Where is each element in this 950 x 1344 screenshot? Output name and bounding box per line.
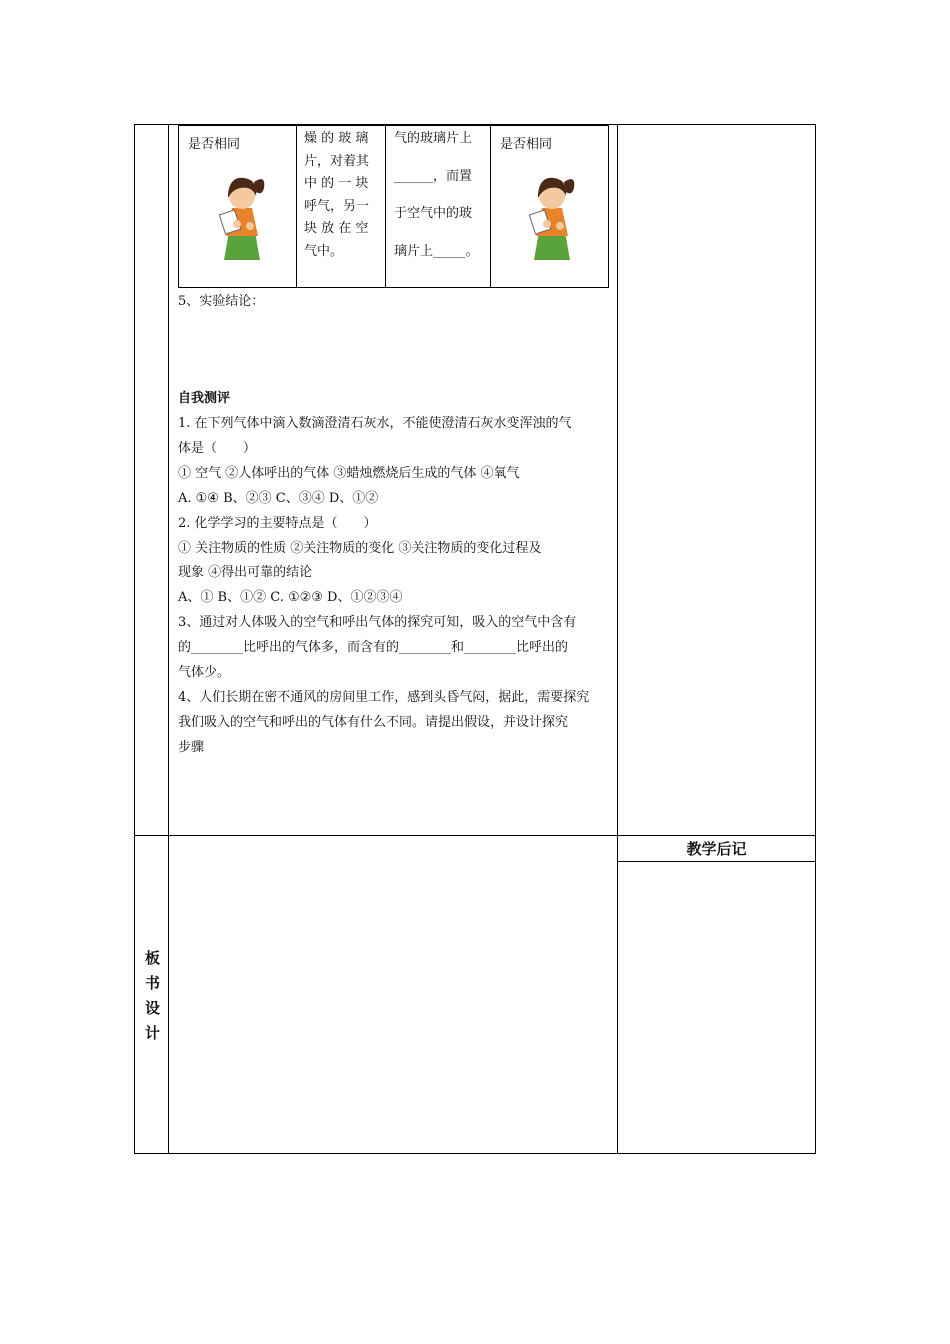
text-line: 呼气，另一: [304, 198, 370, 214]
text-line: A. ①④ B、②③ C、③④ D、①②: [178, 490, 379, 506]
text-line: 气中。: [304, 244, 344, 259]
table-right-border: [815, 124, 816, 1154]
row-divider: [134, 835, 816, 836]
text-line: 块 放 在 空: [304, 221, 369, 237]
board-design-label: [136, 946, 169, 1046]
text-line: 现象 ④得出可靠的结论: [178, 565, 313, 581]
text-line: 气的玻璃片上: [394, 131, 473, 146]
text-line: 体是（ ）: [178, 440, 257, 456]
text-line: 中 的 一 块: [304, 176, 369, 192]
girl-reading-icon: [210, 166, 274, 262]
inner-table-top: [178, 125, 609, 126]
table-left-border: [134, 124, 135, 1154]
text-line: 气体少。: [178, 665, 231, 680]
inner-col-3: [490, 125, 491, 288]
girl-reading-icon: [520, 166, 584, 262]
notes-header-divider: [617, 861, 816, 862]
compare-label-2: 是否相同: [500, 137, 553, 152]
text-line: 的________比呼出的气体多，而含有的________和________比呼出的: [178, 640, 569, 656]
text-line: 片，对着其: [304, 153, 370, 169]
text-line: 燥 的 玻 璃: [304, 131, 369, 146]
text-line: 4、人们长期在密不通风的房间里工作，感到头昏气闷，据此，需要探究: [178, 689, 590, 705]
notes-column-divider: [617, 124, 618, 1154]
text-line: 3、通过对人体吸入的空气和呼出气体的探究可知，吸入的空气中含有: [178, 615, 577, 631]
compare-label-1: 是否相同: [188, 137, 241, 152]
text-line: ______，而置: [394, 168, 473, 184]
text-line: ① 关注物质的性质 ②关注物质的变化 ③关注物质的变化过程及: [178, 540, 542, 556]
selftest-heading: 自我测评: [178, 391, 231, 406]
text-line: A、① B、①② C. ①②③ D、①②③④: [178, 590, 403, 606]
board-label-char: 板: [144, 949, 160, 967]
notes-header: 教学后记: [686, 840, 747, 858]
inner-col-1: [296, 125, 297, 288]
text-line: ① 空气 ②人体呼出的气体 ③蜡烛燃烧后生成的气体 ④氧气: [178, 465, 520, 481]
inner-col-0: [178, 125, 179, 288]
table-bottom-border: [134, 1153, 816, 1154]
conclusion-label: 5、实验结论：: [178, 294, 265, 309]
text-line: 璃片上_____。: [394, 243, 479, 259]
inner-col-2: [385, 125, 386, 288]
board-label-char: 书: [144, 974, 160, 992]
board-label-char: 计: [144, 1024, 160, 1042]
text-line: 于空气中的玻: [394, 206, 473, 221]
inner-col-4: [608, 125, 609, 288]
board-label-char: 设: [144, 999, 160, 1017]
text-line: 1. 在下列气体中滴入数滴澄清石灰水，不能使澄清石灰水变浑浊的气: [178, 416, 572, 431]
text-line: 步骤: [178, 739, 205, 755]
text-line: 我们吸入的空气和呼出的气体有什么不同。请提出假设，并设计探究: [178, 714, 569, 730]
text-line: 2. 化学学习的主要特点是（ ）: [178, 515, 377, 531]
inner-table-bottom: [178, 287, 609, 288]
